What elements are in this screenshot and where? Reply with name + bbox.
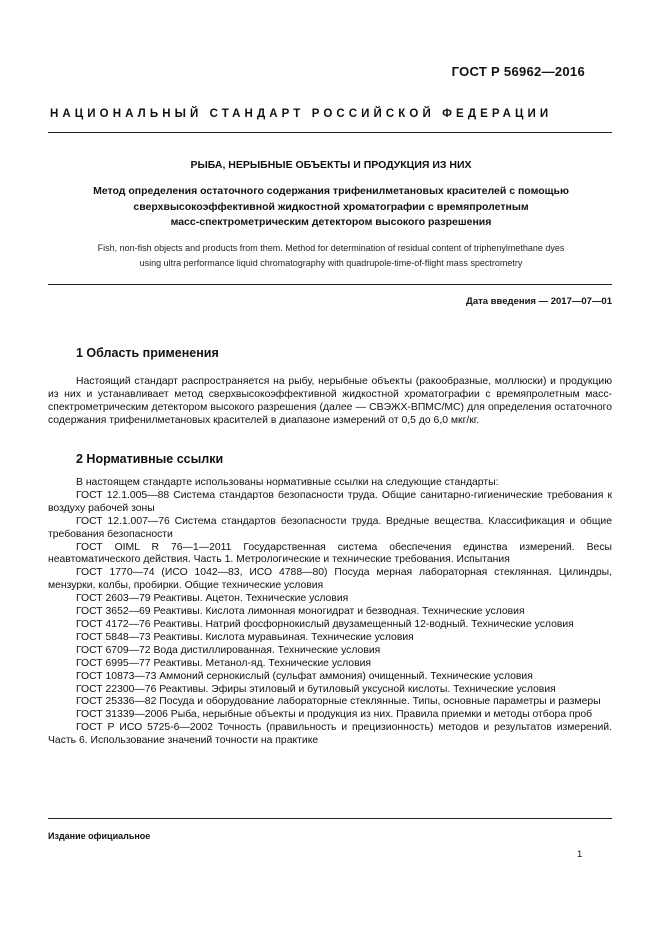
reference-item: ГОСТ 6995—77 Реактивы. Метанол-яд. Технические условия (76, 657, 372, 669)
introduction-date: Дата введения — 2017—07—01 (466, 296, 612, 307)
english-title (60, 241, 602, 271)
reference-item: ГОСТ 22300—76 Реактивы. Эфиры этиловый и бутиловый уксусной кислоты. Технические условия (76, 683, 556, 695)
section-2-heading: 2 Нормативные ссылки (76, 452, 224, 466)
reference-item: ГОСТ 4172—76 Реактивы. Натрий фосфорнокислый двузамещенный 12-водный. Технические условия (76, 618, 574, 630)
page-number: 1 (577, 849, 583, 860)
reference-item: ГОСТ 12.1.005—88 Система стандартов безопасности труда. Общие санитарно-гигиенические требования к воздуху рабочей зоны (48, 489, 612, 514)
national-standard-heading: НАЦИОНАЛЬНЫЙ СТАНДАРТ РОССИЙСКОЙ ФЕДЕРАЦИИ (50, 108, 553, 120)
reference-item: ГОСТ 10873—73 Аммоний сернокислый (сульфат аммония) очищенный. Технические условия (76, 670, 533, 682)
reference-item: ГОСТ 6709—72 Вода дистиллированная. Технические условия (76, 644, 381, 656)
reference-item: ГОСТ Р ИСО 5725-6—2002 Точность (правильность и прецизионность) методов и результатов измерений. Часть 6. Использование значений точности на практике (48, 722, 612, 747)
reference-item: ГОСТ 31339—2006 Рыба, нерыбные объекты и продукция из них. Правила приемки и методы отбора проб (76, 709, 593, 721)
official-publication-note: Издание официальное (48, 831, 151, 841)
english-title-line: Fish, non-fish objects and products from them. Method for determination of residual content of triphenylmethane dyes (97, 243, 565, 253)
section-1-body (48, 376, 612, 428)
reference-item: ГОСТ 12.1.007—76 Система стандартов безопасности труда. Вредные вещества. Классификация и общие требования безопасности (48, 515, 612, 540)
reference-item: ГОСТ 25336—82 Посуда и оборудование лабораторные стеклянные. Типы, основные параметры и размеры (76, 696, 601, 708)
english-title-line: using ultra performance liquid chromatography with quadrupole-time-of-flight mass spectrometry (139, 258, 523, 268)
standard-title: РЫБА, НЕРЫБНЫЕ ОБЪЕКТЫ И ПРОДУКЦИЯ ИЗ НИХ (190, 159, 472, 171)
reference-item: ГОСТ 5848—73 Реактивы. Кислота муравьиная. Технические условия (76, 631, 414, 643)
document-code: ГОСТ Р 56962—2016 (451, 64, 585, 79)
reference-item: ГОСТ 2603—79 Реактивы. Ацетон. Технические условия (76, 593, 349, 605)
subtitle-line: Метод определения остаточного содержания трифенилметановых красителей с помощью (93, 185, 569, 197)
paragraph: Настоящий стандарт распространяется на рыбу, нерыбные объекты (ракообразные, моллюски) и продукцию из них и устанавливает метод сверхвысокоэффективной жидкостной хроматографии с времяпролетным масс-спектрометрическим детектором высокого разрешения (далее — СВЭЖХ-ВПМС/МС) для определения остаточного содержания трифенилметановых красителей в диапазоне измерений от 0,5 до 6,0 мкг/кг. (48, 376, 612, 426)
section-1-heading: 1 Область применения (76, 346, 219, 360)
section-2-body (48, 477, 612, 748)
reference-item: ГОСТ OIML R 76—1—2011 Государственная система обеспечения единства измерений. Весы неавтоматического действия. Часть 1. Метрологические и технические требования. Испытания (48, 541, 612, 566)
reference-item: ГОСТ 1770—74 (ИСО 1042—83, ИСО 4788—80) Посуда мерная лабораторная стеклянная. Цилиндры, мензурки, колбы, пробирки. Общие технические условия (48, 567, 612, 592)
subtitle-line: масс-спектрометрическим детектором высокого разрешения (170, 216, 492, 228)
footer-divider (48, 818, 612, 819)
divider-bottom (48, 284, 612, 285)
divider-top (48, 132, 612, 133)
subtitle-line: сверхвысокоэффективной жидкостной хроматографии с времяпролетным (133, 200, 529, 213)
paragraph: В настоящем стандарте использованы нормативные ссылки на следующие стандарты: (76, 477, 499, 488)
reference-item: ГОСТ 3652—69 Реактивы. Кислота лимонная моногидрат и безводная. Технические условия (76, 606, 525, 618)
standard-subtitle (60, 184, 602, 231)
